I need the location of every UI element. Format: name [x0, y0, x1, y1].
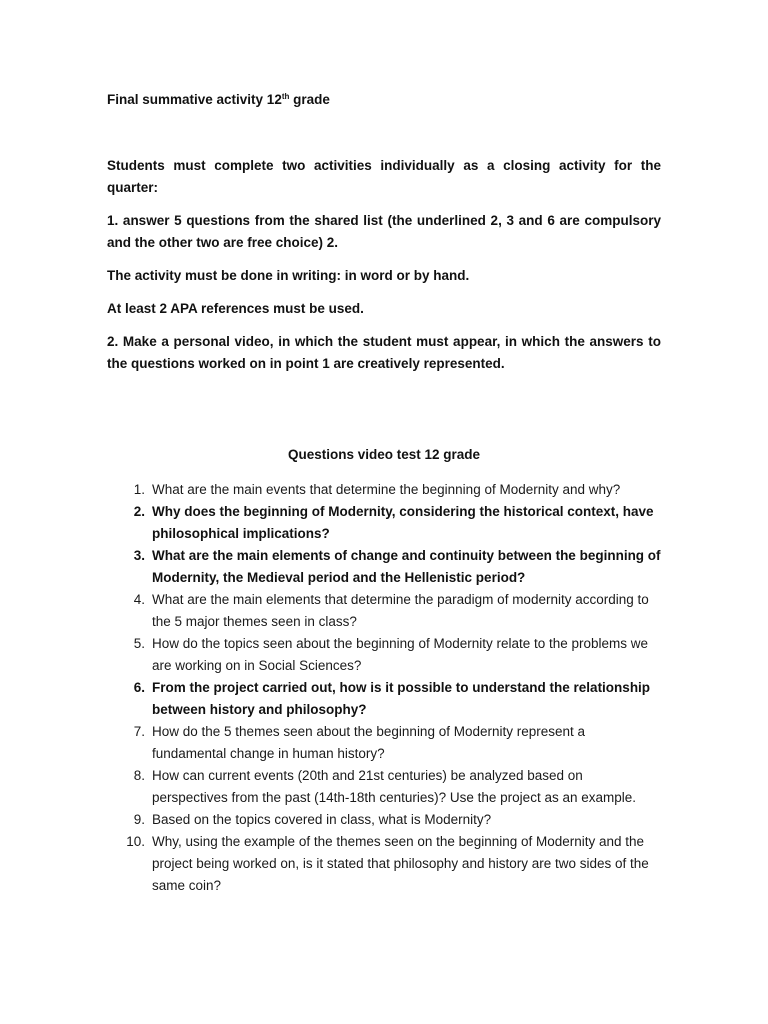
question-number: 10. — [126, 834, 145, 849]
question-item — [107, 589, 661, 633]
question-text: Why does the beginning of Modernity, considering the historical context, have philosophical implications? — [152, 504, 654, 541]
question-number: 9. — [133, 812, 145, 827]
question-number: 6. — [133, 680, 145, 695]
instruction-paragraph: 2. Make a personal video, in which the student must appear, in which the answers to the questions worked on in point 1 are creatively represented. — [107, 334, 661, 371]
document-title — [107, 92, 330, 107]
instruction-paragraph: 1. answer 5 questions from the shared list (the underlined 2, 3 and 6 are compulsory and the other two are free choice) 2. — [107, 213, 661, 250]
question-item — [107, 501, 661, 545]
questions-heading: Questions video test 12 grade — [287, 447, 481, 462]
question-number: 8. — [133, 768, 145, 783]
question-text: What are the main elements that determine the paradigm of modernity according to the 5 major themes seen in class? — [152, 592, 649, 629]
question-number: 2. — [133, 504, 145, 519]
question-text: Based on the topics covered in class, what is Modernity? — [152, 812, 492, 827]
question-number: 7. — [133, 724, 145, 739]
question-text: Why, using the example of the themes seen on the beginning of Modernity and the project being worked on, is it stated that philosophy and history are two sides of the same coin? — [152, 834, 649, 893]
question-item — [107, 633, 661, 677]
question-text: From the project carried out, how is it possible to understand the relationship between history and philosophy? — [152, 680, 651, 717]
question-item — [107, 721, 661, 765]
instruction-paragraph: Students must complete two activities individually as a closing activity for the quarter: — [107, 158, 661, 195]
question-text: What are the main events that determine the beginning of Modernity and why? — [152, 482, 621, 497]
question-number: 1. — [133, 482, 145, 497]
question-item — [107, 831, 661, 897]
question-item — [107, 677, 661, 721]
question-item — [107, 545, 661, 589]
question-text: How do the 5 themes seen about the beginning of Modernity represent a fundamental change in human history? — [152, 724, 586, 761]
questions-list — [107, 479, 661, 897]
title-text-end: grade — [289, 92, 330, 107]
question-number: 3. — [133, 548, 145, 563]
instructions-block — [107, 155, 661, 386]
title-text: Final summative activity 12 — [107, 92, 282, 107]
question-number: 4. — [133, 592, 145, 607]
question-number: 5. — [133, 636, 145, 651]
instruction-paragraph: At least 2 APA references must be used. — [107, 301, 364, 316]
question-text: What are the main elements of change and continuity between the beginning of Modernity, the Medieval period and the Hellenistic period? — [152, 548, 661, 585]
question-item — [107, 809, 661, 831]
instruction-paragraph: The activity must be done in writing: in word or by hand. — [107, 268, 470, 283]
title-superscript: th — [281, 92, 290, 101]
question-item — [107, 765, 661, 809]
question-text: How can current events (20th and 21st centuries) be analyzed based on perspectives from the past (14th-18th centuries)? Use the project as an example. — [152, 768, 636, 805]
question-text: How do the topics seen about the beginning of Modernity relate to the problems we are working on in Social Sciences? — [152, 636, 649, 673]
question-item — [107, 479, 661, 501]
